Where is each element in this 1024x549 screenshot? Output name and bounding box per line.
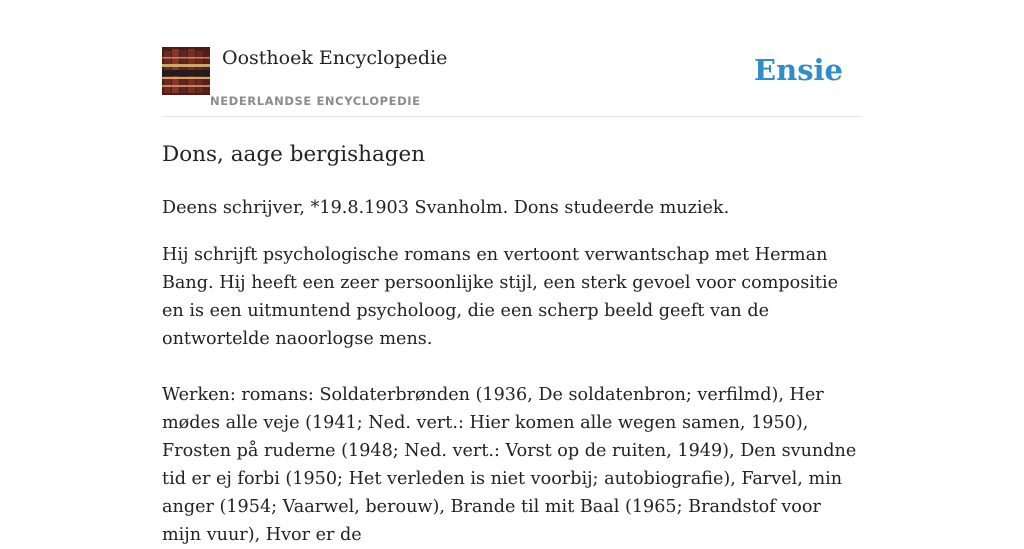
site-header xyxy=(162,46,862,117)
article-title: Dons, aage bergishagen xyxy=(162,142,426,167)
site-logo-avatar[interactable] xyxy=(162,47,210,95)
article-paragraph-intro: Deens schrijver, *19.8.1903 Svanholm. Dons studeerde muziek. xyxy=(162,198,730,218)
article-paragraph-body: Hij schrijft psychologische romans en vertoont verwantschap met Herman Bang. Hij heeft een zeer persoonlijke stijl, een sterk gevoel voor compositie en is een uitmuntend psycholoog, die een scherp beeld geeft van de ontwortelde naoorlogse mens. xyxy=(162,245,839,349)
site-name[interactable]: Oosthoek Encyclopedie xyxy=(222,47,448,69)
site-tagline: NEDERLANDSE ENCYCLOPEDIE xyxy=(210,94,421,108)
article-paragraph-works: Werken: romans: Soldaterbrønden (1936, De soldatenbron; verfilmd), Her mødes alle veje (1941; Ned. vert.: Hier komen alle wegen samen, 1950), Frosten på ruderne (1948; Ned. vert.: Vorst op de ruiten, 1949), Den svundne tid er ej forbi (1950; Het verleden is niet voorbij; autobiografie), Farvel, min anger (1954; Vaarwel, berouw), Brande til mit Baal (1965; Brandstof voor mijn vuur), Hvor er de xyxy=(162,385,857,545)
brand-logo[interactable]: Ensie xyxy=(754,53,843,87)
book-spines-icon xyxy=(162,47,210,95)
article xyxy=(162,136,862,549)
